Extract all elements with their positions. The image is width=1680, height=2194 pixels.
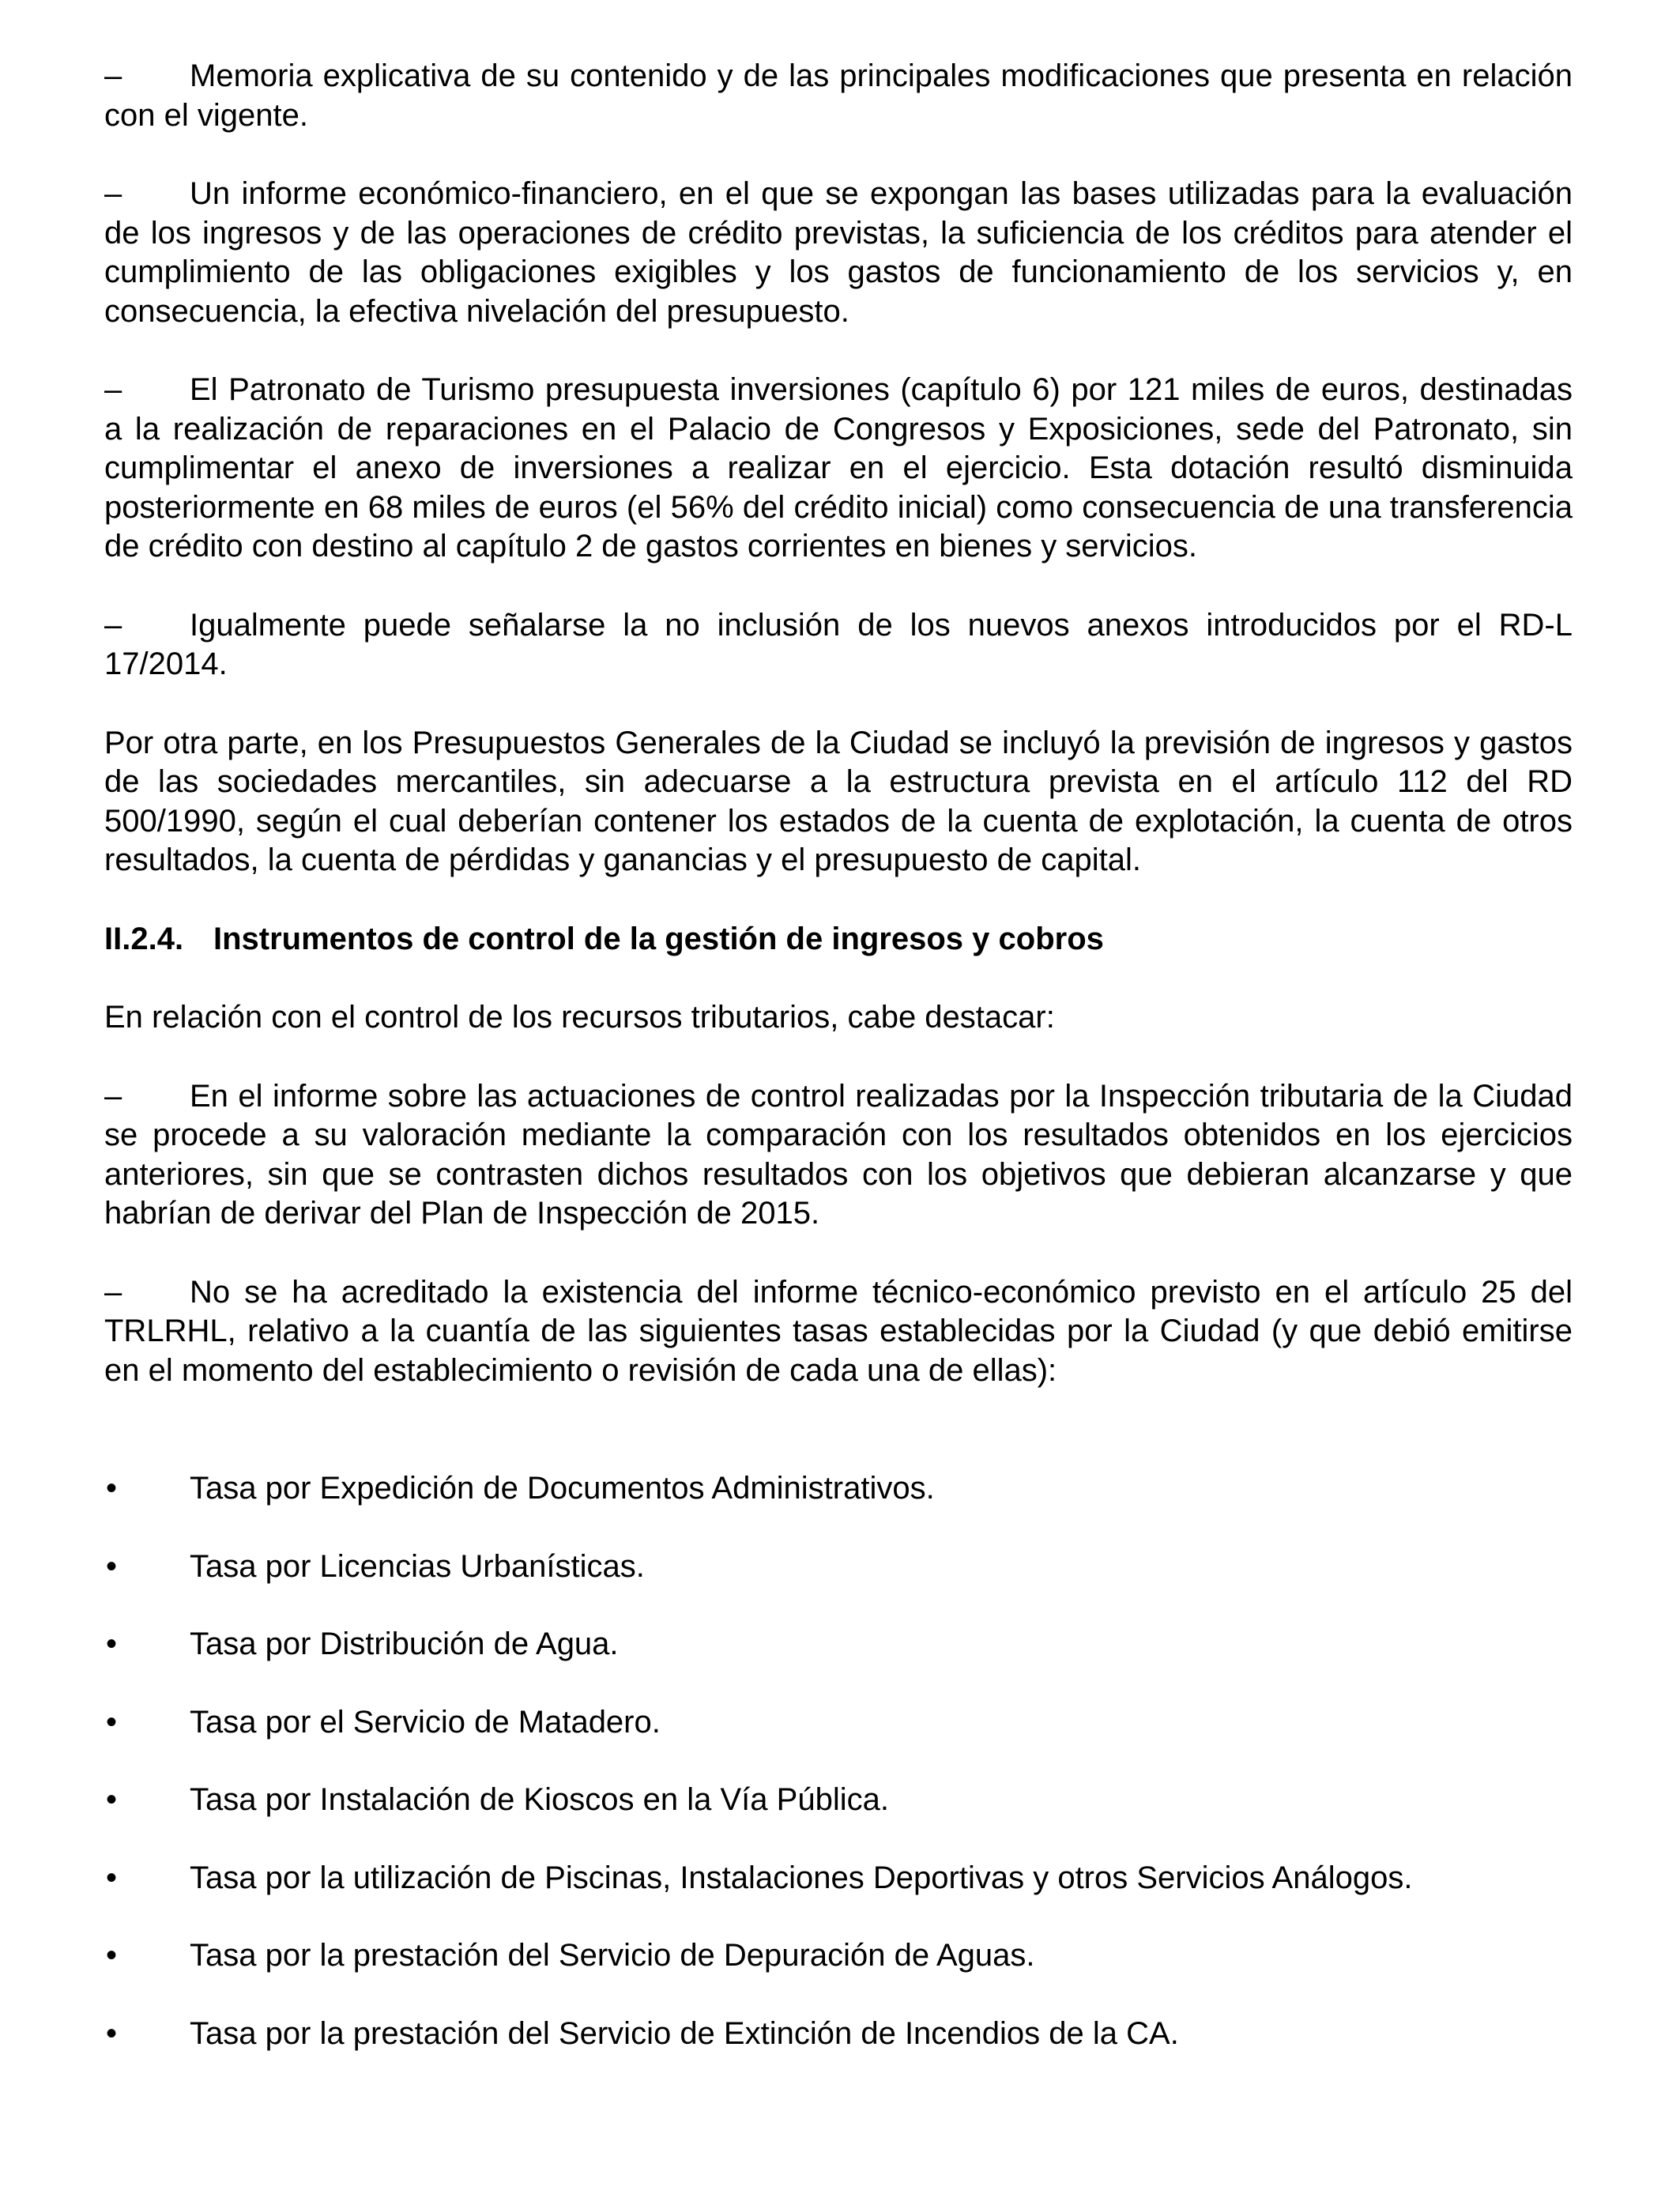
dash-marker: – <box>104 58 122 93</box>
paragraph-text: Igualmente puede señalarse la no inclusión de los nuevos anexos introducidos por el RD-L 17/2014. <box>104 607 1573 681</box>
bullet-marker: • <box>106 1782 118 1817</box>
list-item <box>104 2015 1573 2054</box>
paragraph-intro: En relación con el control de los recursos tributarios, cabe destacar: <box>104 1000 1055 1035</box>
dash-marker: – <box>104 176 122 211</box>
list-item-text: Tasa por Distribución de Agua. <box>190 1627 619 1661</box>
bullet-marker: • <box>106 2015 118 2051</box>
section-heading <box>104 920 1573 959</box>
section-number: II.2.4. <box>104 921 184 956</box>
paragraph-sociedades: Por otra parte, en los Presupuestos Generales de la Ciudad se incluyó la previsión de ingresos y gastos de las sociedades mercantiles, sin adecuarse a la estructura prevista en el artículo 112 del RD 500/1990, según el cual deberían contener los estados de la cuenta de explotación, la cuenta de otros resultados, la cuenta de pérdidas y ganancias y el presupuesto de capital. <box>104 725 1573 877</box>
bullet-marker: • <box>106 1548 118 1584</box>
dash-paragraph-patronato <box>104 371 1573 567</box>
list-item-text: Tasa por la prestación del Servicio de Depuración de Aguas. <box>190 1938 1035 1973</box>
list-item-text: Tasa por la prestación del Servicio de Extinción de Incendios de la CA. <box>190 2015 1179 2051</box>
document-page <box>104 57 1573 2092</box>
list-item <box>104 1625 1573 1664</box>
list-item <box>104 1859 1573 1898</box>
paragraph-text: En el informe sobre las actuaciones de control realizadas por la Inspección tributaria de la Ciudad se procede a su valoración mediante la comparación con los resultados obtenidos en los ejercicios anteriores, sin que se contrasten dichos resultados con los objetivos que debieran alcanzarse y que habrían de derivar del Plan de Inspección de 2015. <box>104 1078 1573 1231</box>
list-item <box>104 1703 1573 1743</box>
paragraph-text: Memoria explicativa de su contenido y de las principales modificaciones que presenta en relación con el vigente. <box>104 58 1573 133</box>
dash-paragraph-inspeccion <box>104 1077 1573 1234</box>
dash-paragraph-anexos <box>104 606 1573 684</box>
list-item-text: Tasa por Licencias Urbanísticas. <box>190 1548 645 1584</box>
list-item <box>104 1547 1573 1587</box>
list-item-text: Tasa por Expedición de Documentos Administrativos. <box>190 1471 935 1506</box>
list-item-text: Tasa por el Servicio de Matadero. <box>190 1704 661 1740</box>
dash-marker: – <box>104 372 122 407</box>
tasas-list <box>104 1469 1573 2053</box>
list-item <box>104 1936 1573 1976</box>
dash-paragraph-memoria <box>104 57 1573 135</box>
paragraph-text: No se ha acreditado la existencia del informe técnico-económico previsto en el artículo 25 del TRLRHL, relativo a la cuantía de las siguientes tasas establecidas por la Ciudad (y que debió emitirse en el momento del establecimiento o revisión de cada una de ellas): <box>104 1274 1573 1388</box>
dash-marker: – <box>104 1078 122 1114</box>
dash-paragraph-informe-tecnico <box>104 1273 1573 1391</box>
list-item <box>104 1469 1573 1509</box>
dash-marker: – <box>104 1274 122 1310</box>
paragraph-text: El Patronato de Turismo presupuesta inversiones (capítulo 6) por 121 miles de euros, destinadas a la realización de reparaciones en el Palacio de Congresos y Exposiciones, sede del Patronato, sin cumplimentar el anexo de inversiones a realizar en el ejercicio. Esta dotación resultó disminuida posteriormente en 68 miles de euros (el 56% del crédito inicial) como consecuencia de una transferencia de crédito con destino al capítulo 2 de gastos corrientes en bienes y servicios. <box>104 372 1573 564</box>
paragraph-text: Un informe económico-financiero, en el que se expongan las bases utilizadas para la evaluación de los ingresos y de las operaciones de crédito previstas, la suficiencia de los créditos para atender el cumplimiento de las obligaciones exigibles y los gastos de funcionamiento de los servicios y, en consecuencia, la efectiva nivelación del presupuesto. <box>104 176 1573 329</box>
bullet-marker: • <box>106 1704 118 1740</box>
bullet-marker: • <box>106 1471 118 1506</box>
dash-paragraph-informe-economico <box>104 175 1573 331</box>
bullet-marker: • <box>106 1938 118 1973</box>
dash-marker: – <box>104 607 122 643</box>
section-title: Instrumentos de control de la gestión de ingresos y cobros <box>213 921 1104 956</box>
bullet-marker: • <box>106 1627 118 1661</box>
list-item-text: Tasa por Instalación de Kioscos en la Vía Pública. <box>190 1782 889 1817</box>
bullet-marker: • <box>106 1860 118 1895</box>
list-item-text: Tasa por la utilización de Piscinas, Instalaciones Deportivas y otros Servicios Análogos. <box>190 1860 1413 1895</box>
list-item <box>104 1781 1573 1820</box>
